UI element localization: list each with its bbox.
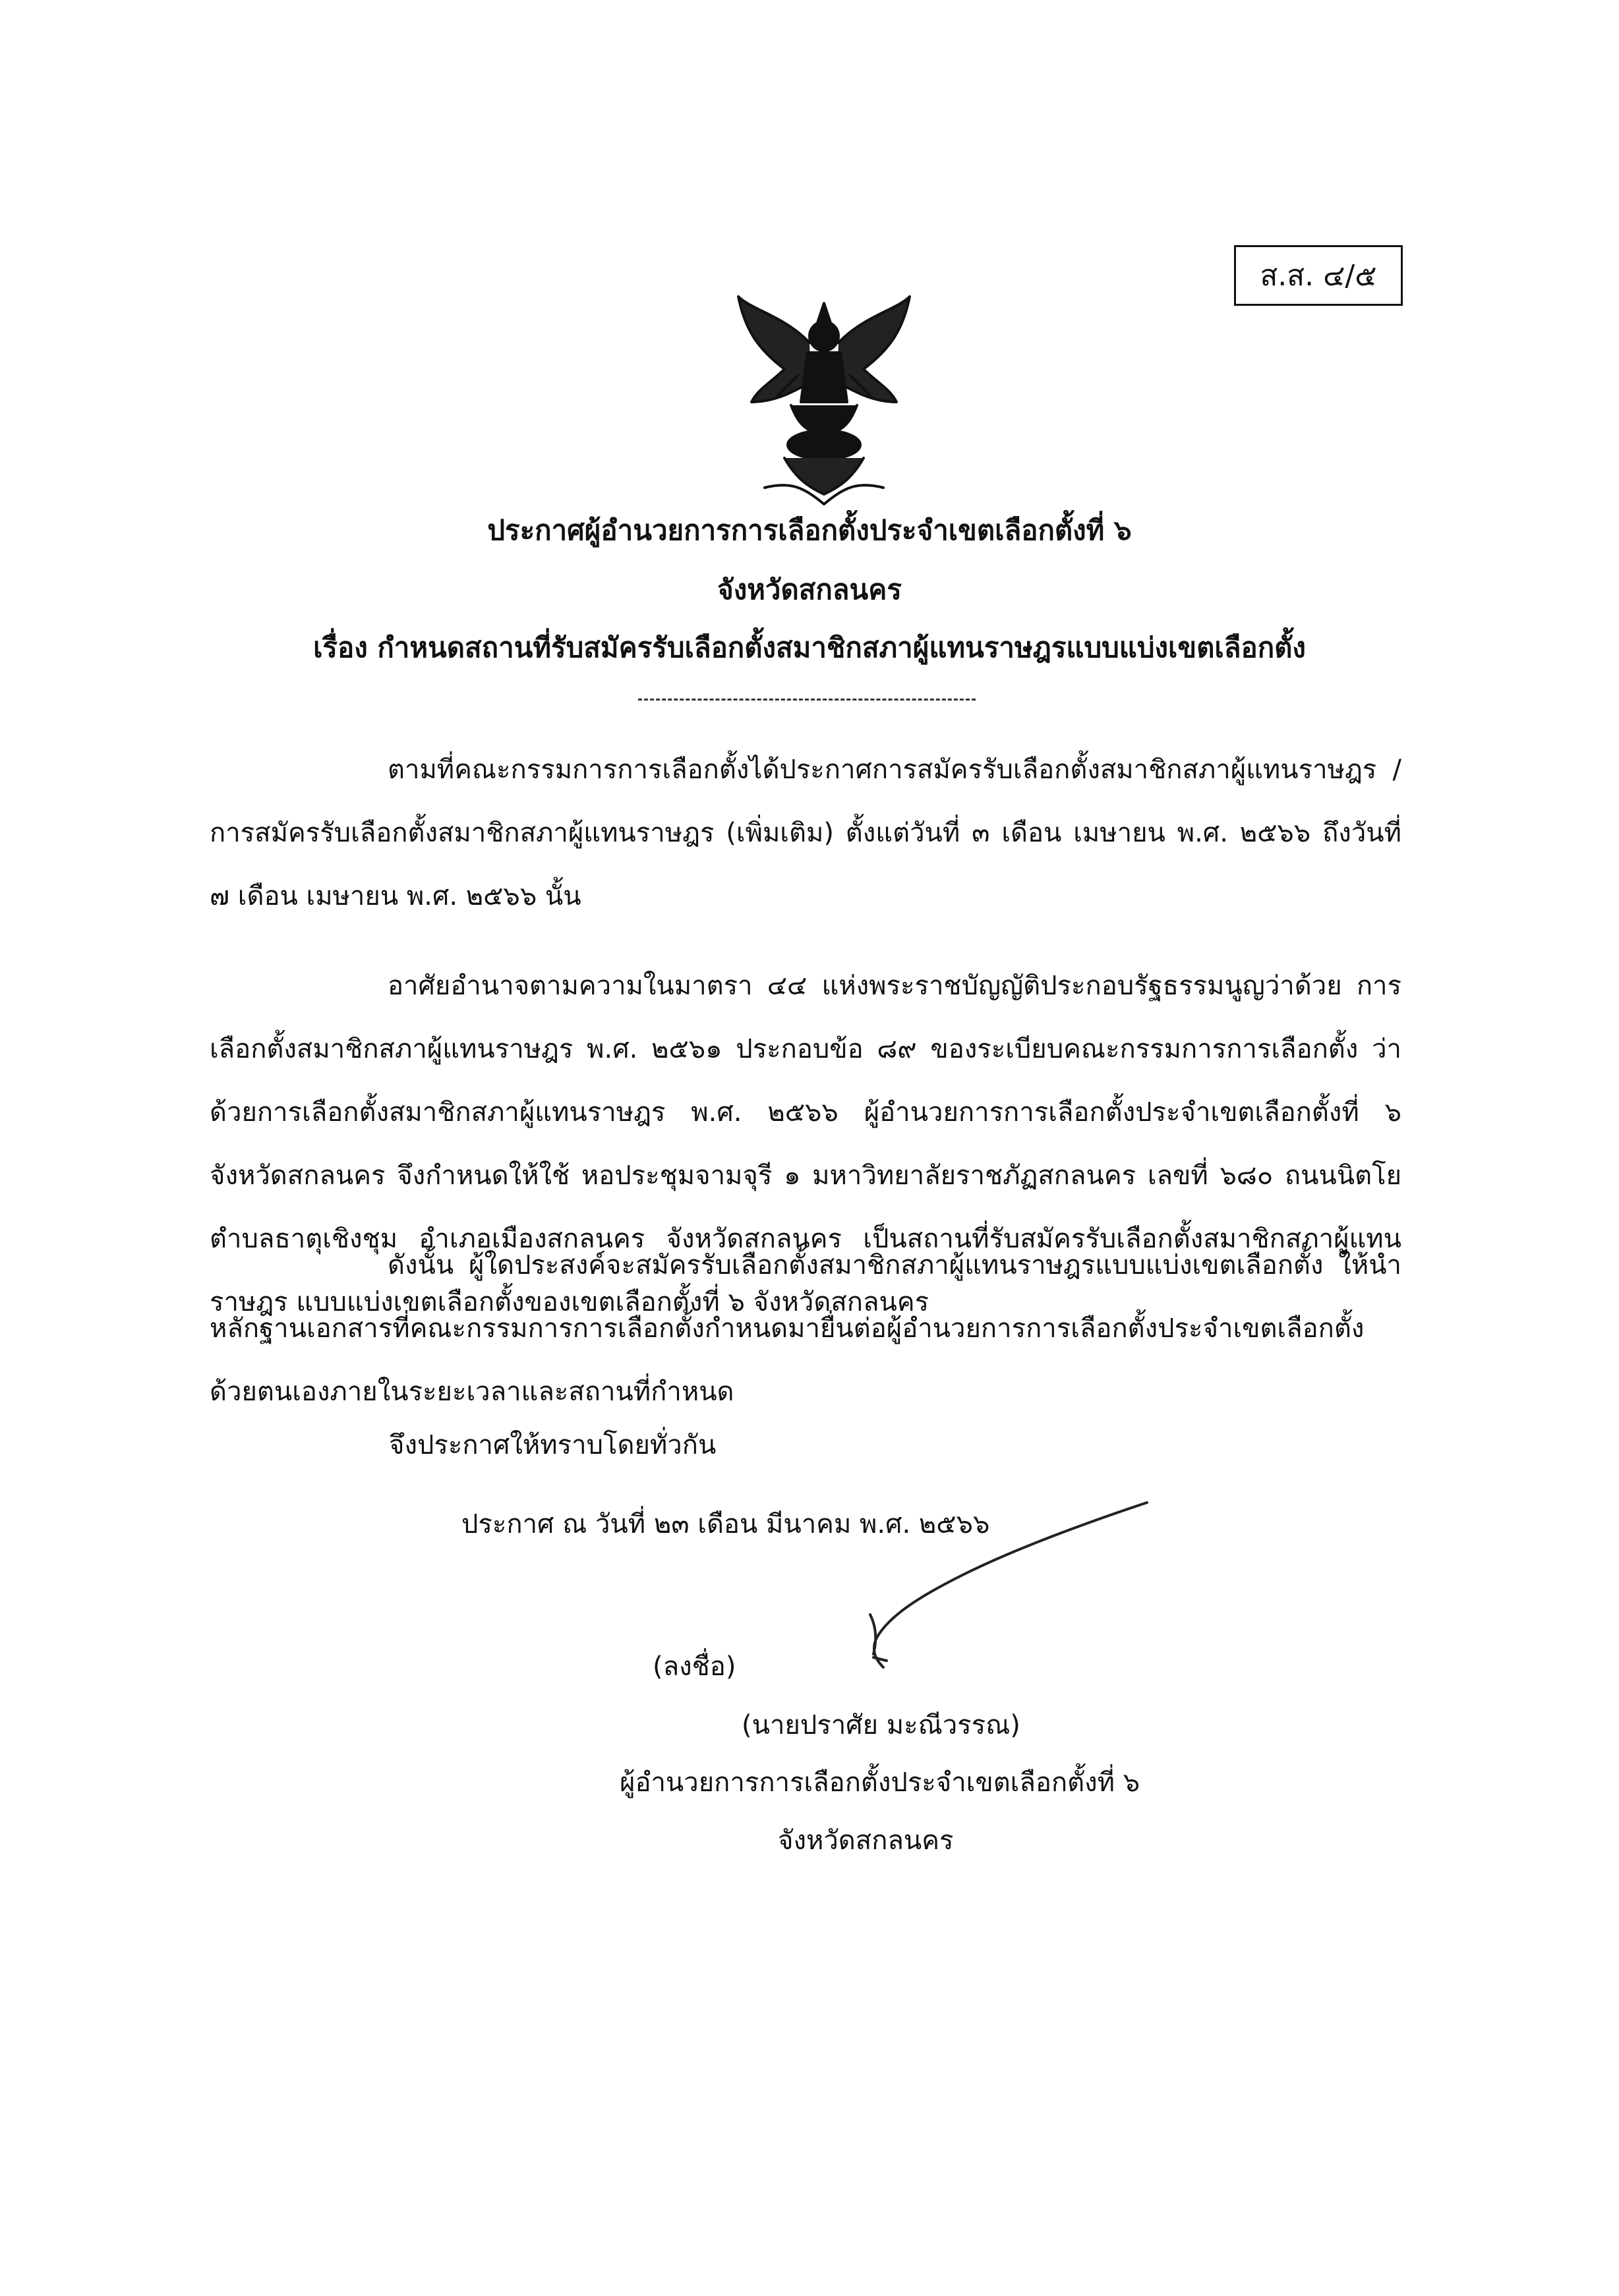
dashed-divider — [638, 699, 976, 701]
signer-name: (นายปราศัย มะณีวรรณ) — [742, 1710, 1020, 1740]
handwritten-signature — [850, 1496, 1154, 1687]
paragraph-3 — [210, 1234, 1401, 1423]
document-code-box — [1234, 245, 1403, 306]
heading-subject: เรื่อง กำหนดสถานที่รับสมัครรับเลือกตั้งสมาชิกสภาผู้แทนราษฎรแบบแบ่งเขตเลือกตั้ง — [313, 631, 1306, 664]
paragraph-2-text: อาศัยอำนาจตามความในมาตรา ๔๔ แห่งพระราชบัญญัติประกอบรัฐธรรมนูญว่าด้วย การเลือกตั้งสมาชิกสภาผู้แทนราษฎร พ.ศ. ๒๕๖๑ ประกอบข้อ ๘๙ ของระเบียบคณะกรรมการการเลือกตั้ง ว่าด้วยการเลือกตั้งสมาชิกสภาผู้แทนราษฎร พ.ศ. ๒๕๖๖ ผู้อำนวยการการเลือกตั้งประจำเขตเลือกตั้งที่ ๖ จังหวัดสกลนคร จึงกำหนดให้ใช้ หอประชุมจามจุรี ๑ มหาวิทยาลัยราชภัฏสกลนคร เลขที่ ๖๘๐ ถนนนิตโย ตำบลธาตุเชิงชุม อำเภอเมืองสกลนคร จังหวัดสกลนคร เป็นสถานที่รับสมัครรับเลือกตั้งสมาชิกสภาผู้แทนราษฎร แบบแบ่งเขตเลือกตั้งของเขตเลือกตั้งที่ ๖ จังหวัดสกลนคร — [210, 971, 1401, 1317]
signature-label: (ลงชื่อ) — [653, 1651, 736, 1682]
signer-province: จังหวัดสกลนคร — [778, 1825, 954, 1856]
paragraph-1-text: ตามที่คณะกรรมการการเลือกตั้งได้ประกาศการสมัครรับเลือกตั้งสมาชิกสภาผู้แทนราษฎร / การสมัครรับเลือกตั้งสมาชิกสภาผู้แทนราษฎร (เพิ่มเติม) ตั้งแต่วันที่ ๓ เดือน เมษายน พ.ศ. ๒๕๖๖ ถึงวันที่ ๗ เดือน เมษายน พ.ศ. ๒๕๖๖ นั้น — [210, 755, 1401, 911]
heading-province: จังหวัดสกลนคร — [717, 573, 902, 606]
signer-position: ผู้อำนวยการการเลือกตั้งประจำเขตเลือกตั้งที่ ๖ — [620, 1767, 1140, 1798]
document-code: ส.ส. ๔/๕ — [1260, 259, 1377, 293]
heading-title: ประกาศผู้อำนวยการการเลือกตั้งประจำเขตเลือกตั้งที่ ๖ — [487, 514, 1132, 546]
announcement-line: จึงประกาศให้ทราบโดยทั่วกัน — [389, 1430, 717, 1460]
garuda-emblem-icon — [725, 290, 923, 514]
paragraph-3-text: ดังนั้น ผู้ใดประสงค์จะสมัครรับเลือกตั้งสมาชิกสภาผู้แทนราษฎรแบบแบ่งเขตเลือกตั้ง ให้นำหลักฐานเอกสารที่คณะกรรมการการเลือกตั้งกำหนดมายื่นต่อผู้อำนวยการการเลือกตั้งประจำเขตเลือกตั้ง ด้วยตนเองภายในระยะเวลาและสถานที่กำหนด — [210, 1250, 1401, 1407]
date-line: ประกาศ ณ วันที่ ๒๓ เดือน มีนาคม พ.ศ. ๒๕๖๖ — [461, 1509, 990, 1539]
paragraph-1 — [210, 738, 1401, 928]
